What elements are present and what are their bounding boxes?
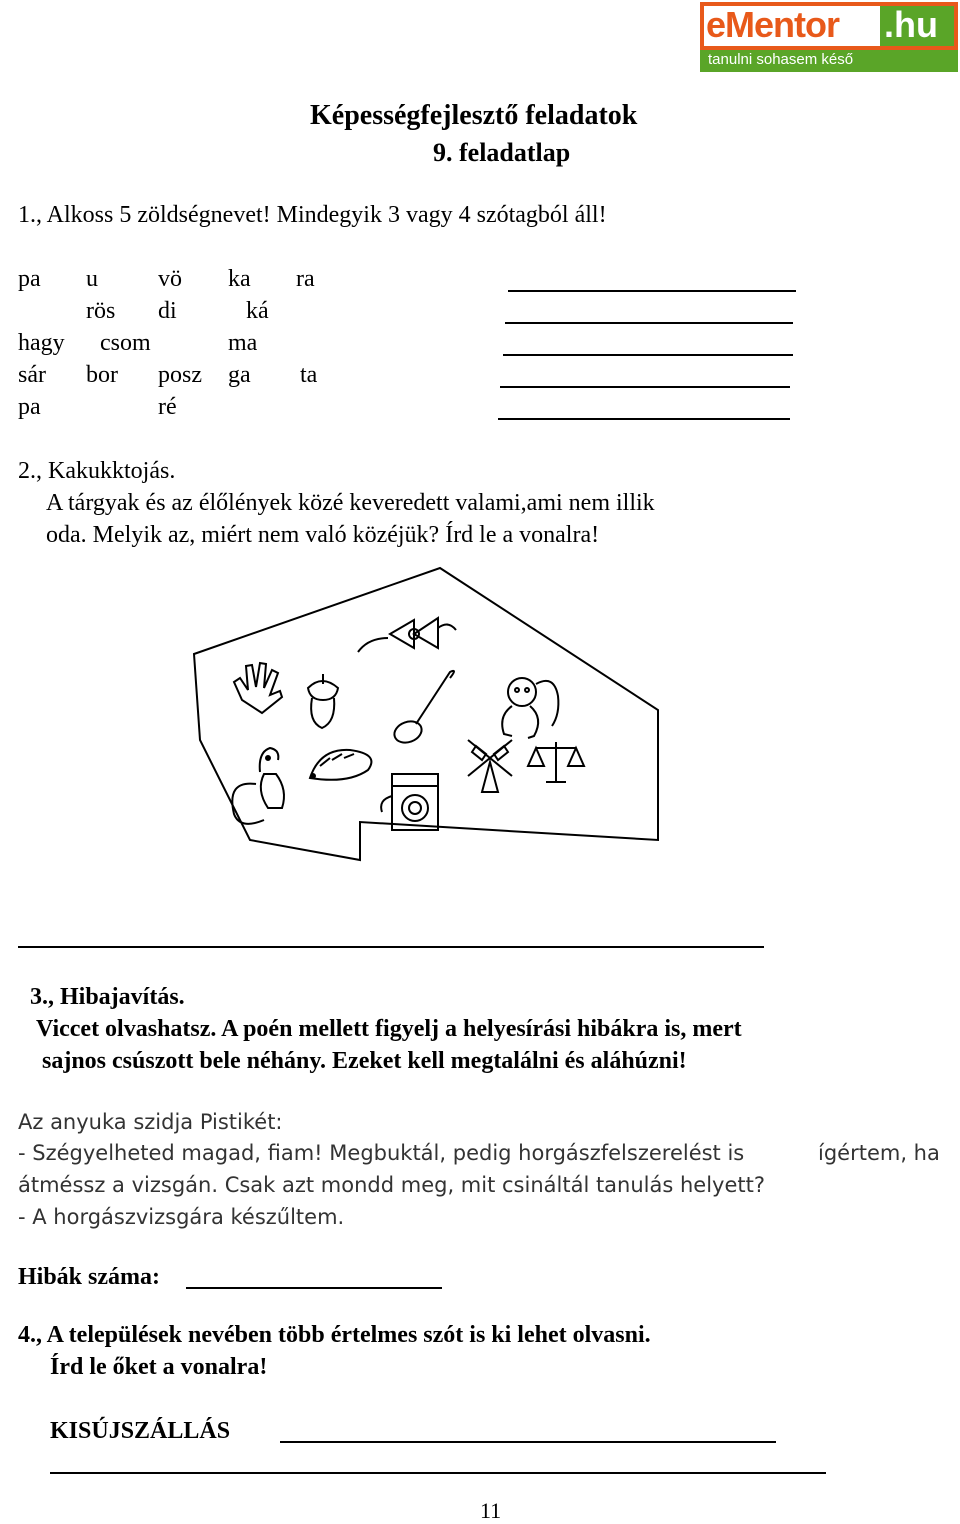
monkey-icon <box>502 678 558 738</box>
logo-slogan-band <box>700 50 958 72</box>
error-count-label: Hibák száma: <box>18 1264 161 1290</box>
logo-slogan: tanulni sohasem késő <box>708 51 854 68</box>
syllable: posz <box>158 362 202 388</box>
syllable: bor <box>86 362 118 388</box>
syllable: ra <box>296 266 315 292</box>
task4-heading-line2: Írd le őket a vonalra! <box>50 1354 268 1380</box>
bow-icon <box>358 618 456 652</box>
answer-line[interactable] <box>500 386 790 388</box>
scales-icon <box>528 742 584 782</box>
syllable: rös <box>86 298 116 324</box>
odd-one-out-picture <box>180 560 680 900</box>
syllable: ta <box>300 362 318 388</box>
answer-line[interactable] <box>505 322 793 324</box>
acorn-icon <box>308 674 338 728</box>
joke-line: - Szégyelheted magad, fiam! Megbuktál, pedig horgászfelszerelést is <box>18 1141 745 1165</box>
page-number: 11 <box>480 1498 502 1523</box>
syllable: vö <box>158 266 182 292</box>
town-name: KISÚJSZÁLLÁS <box>50 1418 231 1444</box>
syllable: ká <box>246 298 269 324</box>
task2-heading: 2., Kakukktojás. <box>18 458 176 484</box>
syllable: pa <box>18 266 41 292</box>
answer-line[interactable] <box>280 1441 776 1443</box>
squirrel-icon <box>232 748 284 824</box>
page-title: Képességfejlesztő feladatok <box>310 100 638 131</box>
hedgehog-icon <box>310 750 371 780</box>
answer-line[interactable] <box>508 290 796 292</box>
answer-line[interactable] <box>50 1472 826 1474</box>
joke-line: ígértem, ha <box>818 1141 940 1165</box>
ementor-logo <box>700 2 958 72</box>
syllable: ga <box>228 362 251 388</box>
syllable: di <box>158 298 177 324</box>
syllable: sár <box>18 362 46 388</box>
page-subtitle: 9. feladatlap <box>433 138 571 167</box>
task2-text-line2: oda. Melyik az, miért nem való közéjük? Írd le a vonalra! <box>46 522 600 548</box>
task3-instruction-line1: Viccet olvashatsz. A poén mellett figyelj a helyesírási hibákra is, mert <box>36 1016 742 1042</box>
answer-line[interactable] <box>18 946 764 948</box>
answer-line[interactable] <box>498 418 790 420</box>
answer-line[interactable] <box>503 354 793 356</box>
logo-tld: .hu <box>884 4 938 45</box>
syllable: ré <box>158 394 177 420</box>
error-count-line[interactable] <box>186 1287 442 1289</box>
logo-top-band <box>700 2 958 50</box>
syllable: pa <box>18 394 41 420</box>
syllable: csom <box>100 330 151 356</box>
task1-heading: 1., Alkoss 5 zöldségnevet! Mindegyik 3 vagy 4 szótagból áll! <box>18 202 607 228</box>
windmill-icon <box>468 740 512 792</box>
logo-word: eMentor <box>706 4 840 45</box>
glove-icon <box>234 663 282 713</box>
task3-heading: 3., Hibajavítás. <box>30 984 185 1010</box>
ladle-icon <box>391 671 454 746</box>
syllable: u <box>86 266 98 292</box>
syllable: hagy <box>18 330 65 356</box>
task4-heading-line1: 4., A települések nevében több értelmes szót is ki lehet olvasni. <box>18 1322 651 1348</box>
task3-instruction-line2: sajnos csúszott bele néhány. Ezeket kell megtalálni és aláhúzni! <box>42 1048 687 1074</box>
joke-line: átméssz a vizsgán. Csak azt mondd meg, mit csináltál tanulás helyett? <box>18 1173 766 1197</box>
joke-line: Az anyuka szidja Pistikét: <box>18 1110 283 1134</box>
syllable: ma <box>228 330 258 356</box>
syllable: ka <box>228 266 251 292</box>
joke-line: - A horgászvizsgára készűltem. <box>18 1205 345 1229</box>
washing-machine-icon <box>381 774 438 830</box>
task2-text-line1: A tárgyak és az élőlények közé keveredett valami,ami nem illik <box>46 490 655 516</box>
